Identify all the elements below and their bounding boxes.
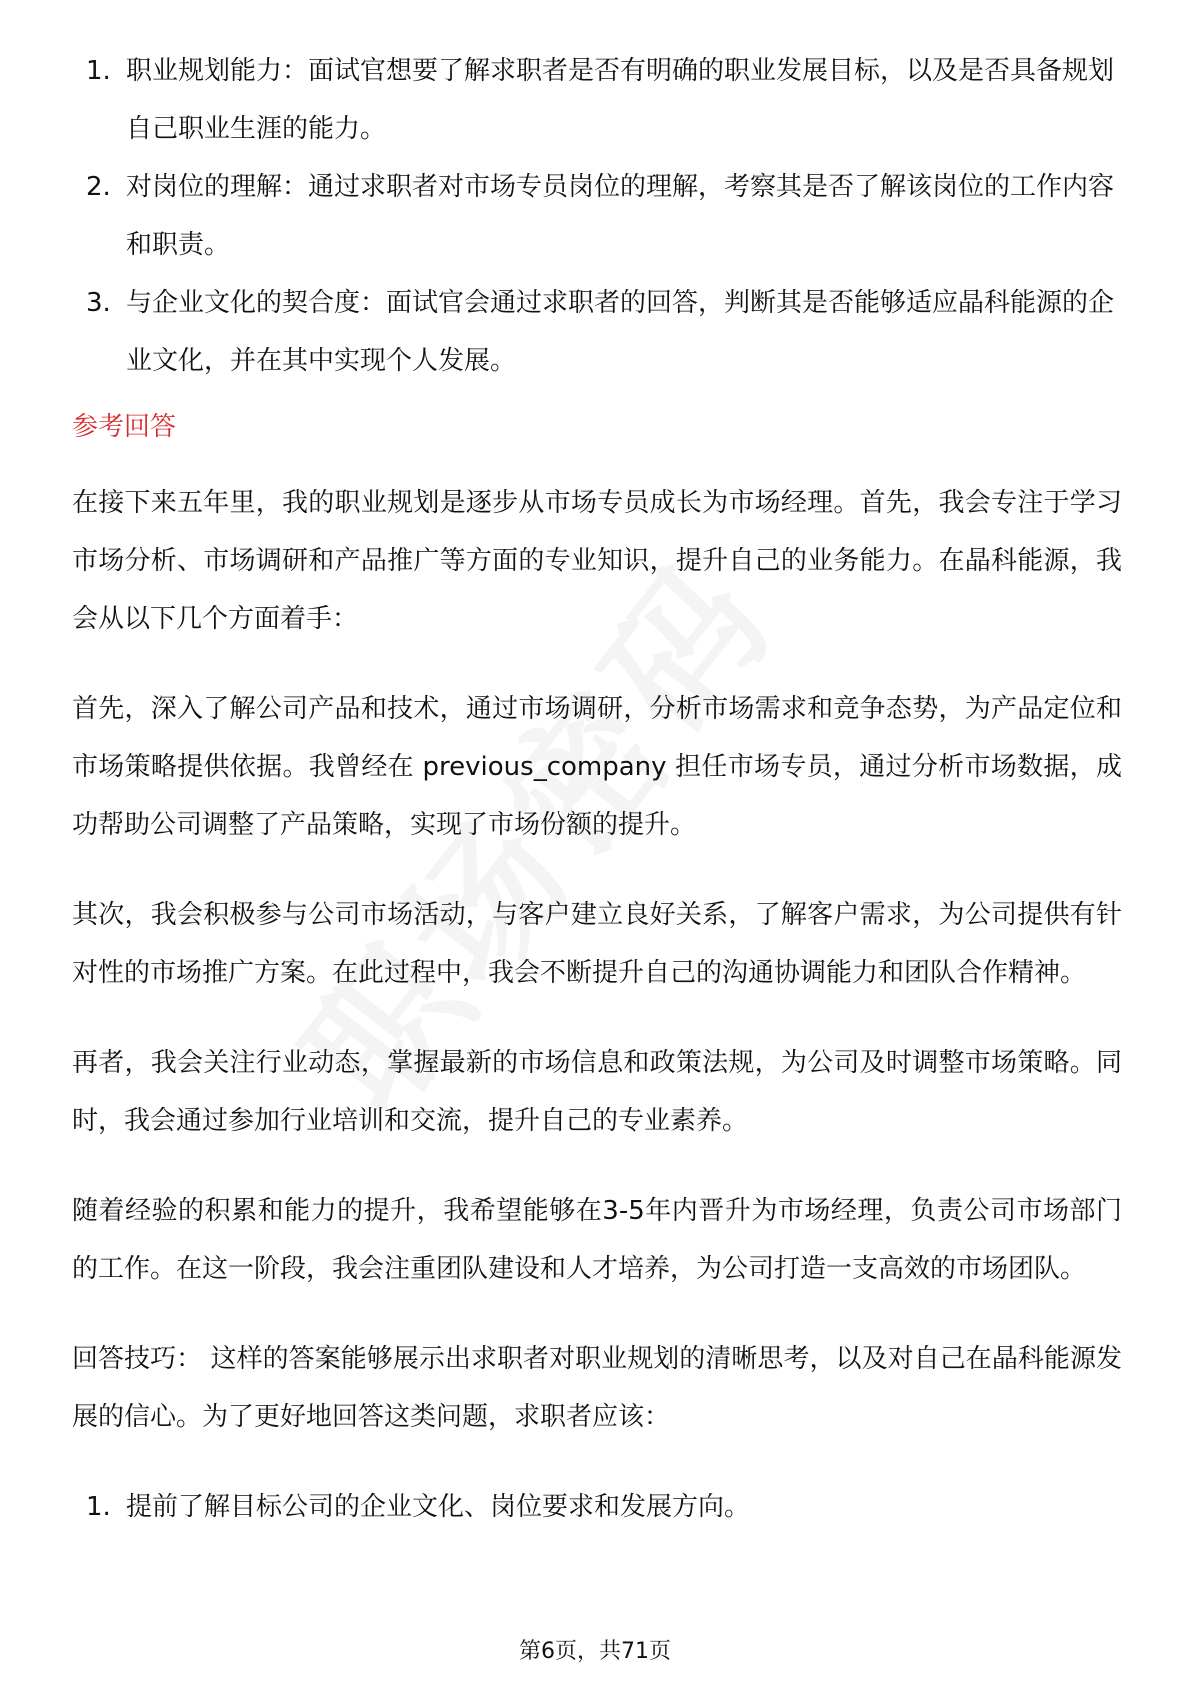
page-number-footer: 第6页，共71页 [519,1639,671,1664]
list-item-text: 与企业文化的契合度：面试官会通过求职者的回答，判断其是否能够适应晶科能源的企业文化，并在其中实现个人发展。 [126,288,1115,376]
list-item-number: 2. [86,172,111,202]
list-item-number: 3. [86,288,111,318]
list-item-number: 1. [86,56,111,86]
list-item-text: 对岗位的理解：通过求职者对市场专员岗位的理解，考察其是否了解该岗位的工作内容和职责。 [126,172,1115,260]
section-heading: 参考回答 [72,412,177,442]
list-item [72,274,1122,390]
page-content [72,42,1122,1536]
list-item [72,42,1122,158]
answer-tips-paragraph: 回答技巧： 这样的答案能够展示出求职者对职业规划的清晰思考，以及对自己在晶科能源发展的信心。为了更好地回答这类问题，求职者应该： [72,1344,1122,1432]
answer-paragraph: 其次，我会积极参与公司市场活动，与客户建立良好关系，了解客户需求，为公司提供有针对性的市场推广方案。在此过程中，我会不断提升自己的沟通协调能力和团队合作精神。 [72,900,1122,988]
list-item [72,1478,1122,1536]
list-item [72,158,1122,274]
list-item-text: 职业规划能力：面试官想要了解求职者是否有明确的职业发展目标，以及是否具备规划自己职业生涯的能力。 [126,56,1115,144]
list-item-text: 提前了解目标公司的企业文化、岗位要求和发展方向。 [126,1492,751,1522]
evaluation-criteria-list [72,42,1122,390]
answer-paragraph: 首先，深入了解公司产品和技术，通过市场调研，分析市场需求和竞争态势，为产品定位和市场策略提供依据。我曾经在 previous_company 担任市场专员，通过分析市场数据，成功帮助公司调整了产品策略，实现了市场份额的提升。 [72,694,1122,840]
answer-paragraph: 在接下来五年里，我的职业规划是逐步从市场专员成长为市场经理。首先，我会专注于学习市场分析、市场调研和产品推广等方面的专业知识，提升自己的业务能力。在晶科能源，我会从以下几个方面着手： [72,488,1122,634]
list-item-number: 1. [86,1492,111,1522]
answer-paragraph: 再者，我会关注行业动态，掌握最新的市场信息和政策法规，为公司及时调整市场策略。同时，我会通过参加行业培训和交流，提升自己的专业素养。 [72,1048,1122,1136]
tips-list [72,1478,1122,1536]
answer-paragraph: 随着经验的积累和能力的提升，我希望能够在3-5年内晋升为市场经理，负责公司市场部门的工作。在这一阶段，我会注重团队建设和人才培养，为公司打造一支高效的市场团队。 [72,1196,1122,1284]
